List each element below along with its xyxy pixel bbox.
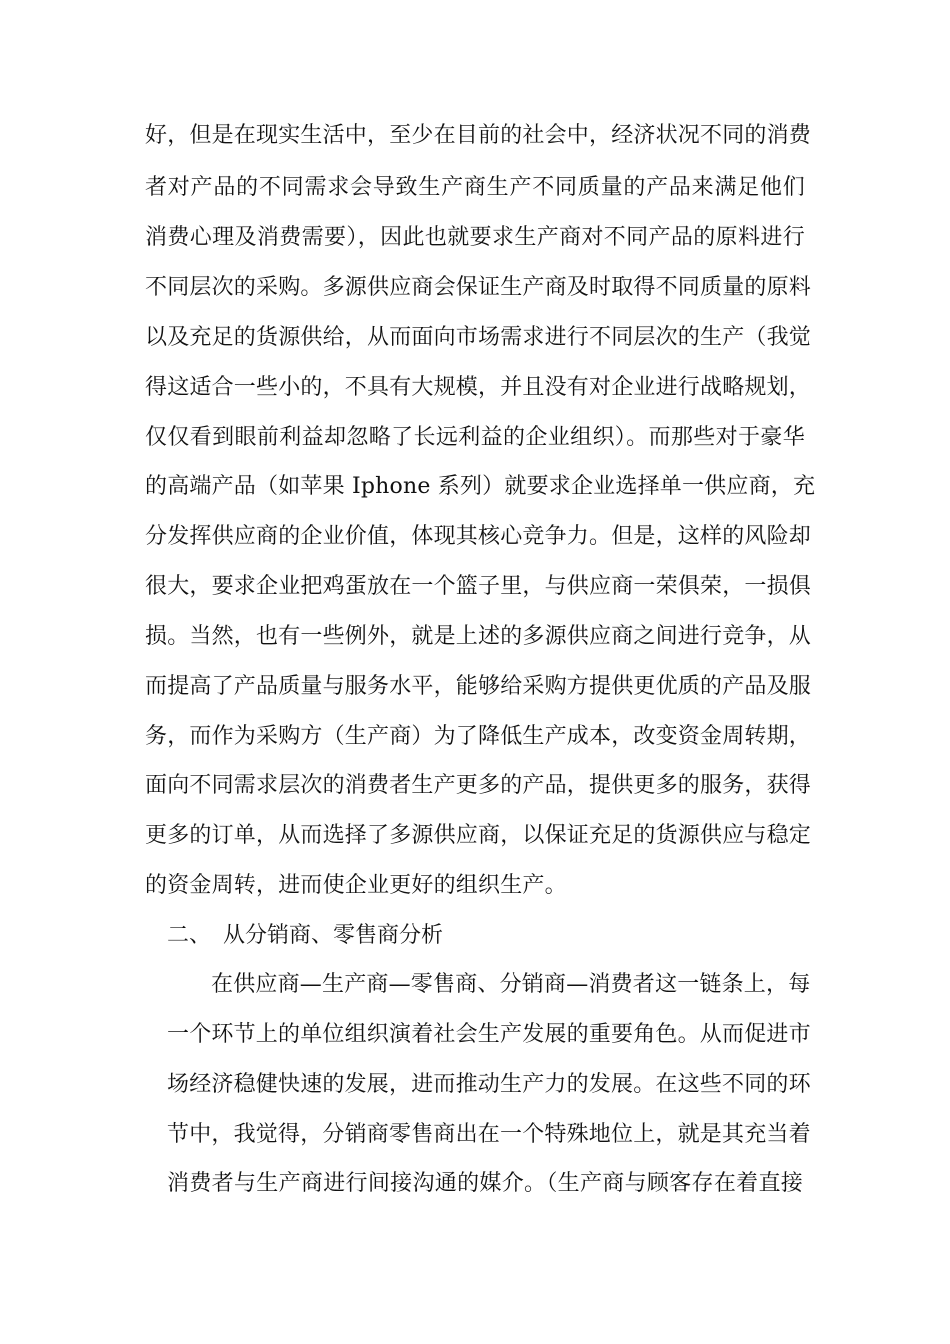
paragraph-line: 分发挥供应商的企业价值，体现其核心竞争力。但是，这样的风险却 xyxy=(145,524,812,549)
paragraph-line: 节中，我觉得，分销商零售商出在一个特殊地位上，就是其充当着 xyxy=(167,1122,811,1147)
paragraph-line: 面向不同需求层次的消费者生产更多的产品，提供更多的服务，获得 xyxy=(145,773,812,798)
paragraph-line: 而提高了产品质量与服务水平，能够给采购方提供更优质的产品及服 xyxy=(145,674,812,699)
paragraph-line: 消费者与生产商进行间接沟通的媒介。（生产商与顾客存在着直接 xyxy=(167,1171,803,1196)
paragraph-line: 损。当然，也有一些例外，就是上述的多源供应商之间进行竞争，从 xyxy=(145,624,812,649)
paragraph-line: 仅仅看到眼前利益却忽略了长远利益的企业组织）。而那些对于豪华 xyxy=(145,425,805,450)
paragraph-line: 得这适合一些小的，不具有大规模，并且没有对企业进行战略规划， xyxy=(145,375,812,400)
paragraph-line: 很大，要求企业把鸡蛋放在一个篮子里，与供应商一荣俱荣，一损俱 xyxy=(145,574,812,599)
paragraph-line: 消费心理及消费需要），因此也就要求生产商对不同产品的原料进行 xyxy=(145,225,805,250)
paragraph-line: 更多的订单，从而选择了多源供应商，以保证充足的货源供应与稳定 xyxy=(145,823,812,848)
paragraph-line: 以及充足的货源供给，从而面向市场需求进行不同层次的生产（我觉 xyxy=(145,325,812,350)
paragraph-line: 场经济稳健快速的发展，进而推动生产力的发展。在这些不同的环 xyxy=(167,1072,811,1097)
section-heading xyxy=(167,921,443,951)
paragraph-line: 务，而作为采购方（生产商）为了降低生产成本，改变资金周转期， xyxy=(145,724,812,749)
paragraph-line: 的高端产品（如苹果 Iphone 系列）就要求企业选择单一供应商，充 xyxy=(145,474,816,499)
paragraph-line: 的资金周转，进而使企业更好的组织生产。 xyxy=(145,873,567,898)
paragraph-line: 不同层次的采购。多源供应商会保证生产商及时取得不同质量的原料 xyxy=(145,275,812,300)
section-title: 从分销商、零售商分析 xyxy=(223,923,444,948)
paragraph-line: 一个环节上的单位组织演着社会生产发展的重要角色。从而促进市 xyxy=(167,1022,811,1047)
paragraph-line: 者对产品的不同需求会导致生产商生产不同质量的产品来满足他们 xyxy=(145,175,805,200)
paragraph-line: 好，但是在现实生活中，至少在目前的社会中，经济状况不同的消费 xyxy=(145,123,812,148)
paragraph-line: 在供应商—生产商—零售商、分销商—消费者这一链条上，每 xyxy=(211,972,811,997)
section-number: 二、 xyxy=(167,923,212,948)
